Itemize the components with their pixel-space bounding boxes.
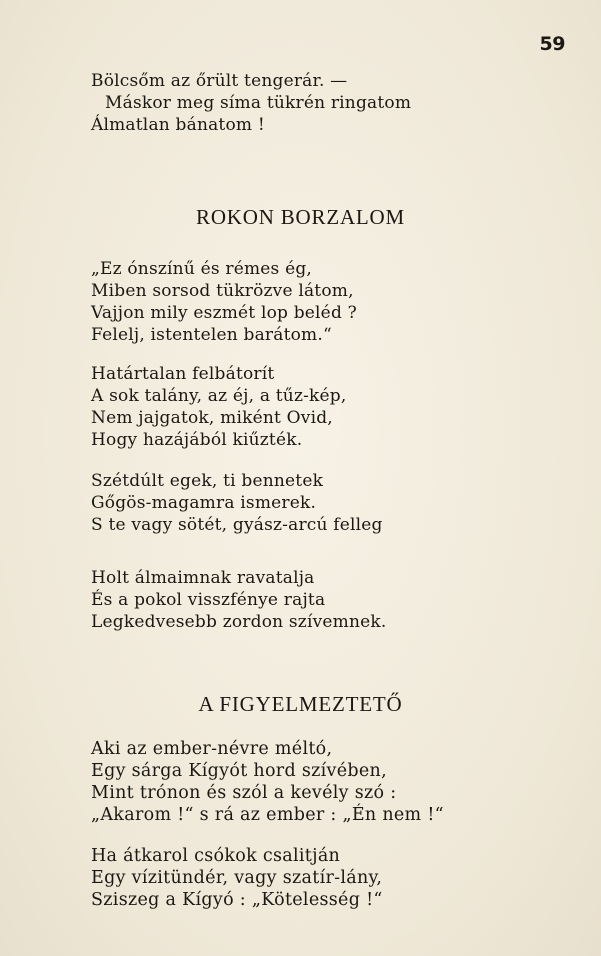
poem-line: Mint trónon és szól a kevély szó : [91, 783, 397, 803]
poem-line: Bölcsőm az őrült tengerár. — [91, 71, 348, 91]
poem-line: Felelj, istentelen barátom.“ [91, 325, 332, 345]
poem-line: Aki az ember-névre méltó, [91, 739, 333, 759]
stanza-previous-poem-ending [91, 70, 411, 136]
poem-line: És a pokol visszfénye rajta [91, 590, 326, 610]
stanza [91, 738, 444, 826]
poem-line: Nem jajgatok, miként Ovid, [91, 408, 333, 428]
poem-line: „Ez ónszínű és rémes ég, [91, 259, 313, 279]
poem-line: „Akarom !“ s rá az ember : „Én nem !“ [91, 805, 444, 825]
poem-line: Legkedvesebb zordon szívemnek. [91, 612, 387, 632]
page-number: 59 [539, 33, 565, 55]
poem-title-rokon-borzalom: ROKON BORZALOM [196, 205, 405, 229]
poem-line: Ha átkarol csókok csalitján [91, 846, 341, 866]
poem-line: Holt álmaimnak ravatalja [91, 568, 315, 588]
poem-line: Máskor meg síma tükrén ringatom [105, 93, 412, 113]
poem-line: Miben sorsod tükrözve látom, [91, 281, 354, 301]
poem-line: Álmatlan bánatom ! [91, 115, 265, 135]
poem-line: Határtalan felbátorít [91, 364, 275, 384]
poem-line: Szétdúlt egek, ti bennetek [91, 471, 324, 491]
poem-line: Egy sárga Kígyót hord szívében, [91, 761, 387, 781]
poem-line: Hogy hazájából kiűzték. [91, 430, 303, 450]
poem-line: Sziszeg a Kígyó : „Kötelesség !“ [91, 890, 383, 910]
stanza [91, 470, 383, 536]
stanza [91, 845, 383, 911]
stanza [91, 363, 347, 451]
poem-line: Vajjon mily eszmét lop beléd ? [91, 303, 357, 323]
poem-line: Gőgös-magamra ismerek. [91, 493, 317, 513]
poem-line: Egy vízitündér, vagy szatír-lány, [91, 868, 383, 888]
stanza [91, 258, 357, 346]
poem-line: A sok talány, az éj, a tűz-kép, [91, 386, 347, 406]
poem-title-a-figyelmezteto: A FIGYELMEZTETŐ [198, 692, 403, 716]
poem-line: S te vagy sötét, gyász-arcú felleg [91, 515, 383, 535]
stanza [91, 567, 387, 633]
